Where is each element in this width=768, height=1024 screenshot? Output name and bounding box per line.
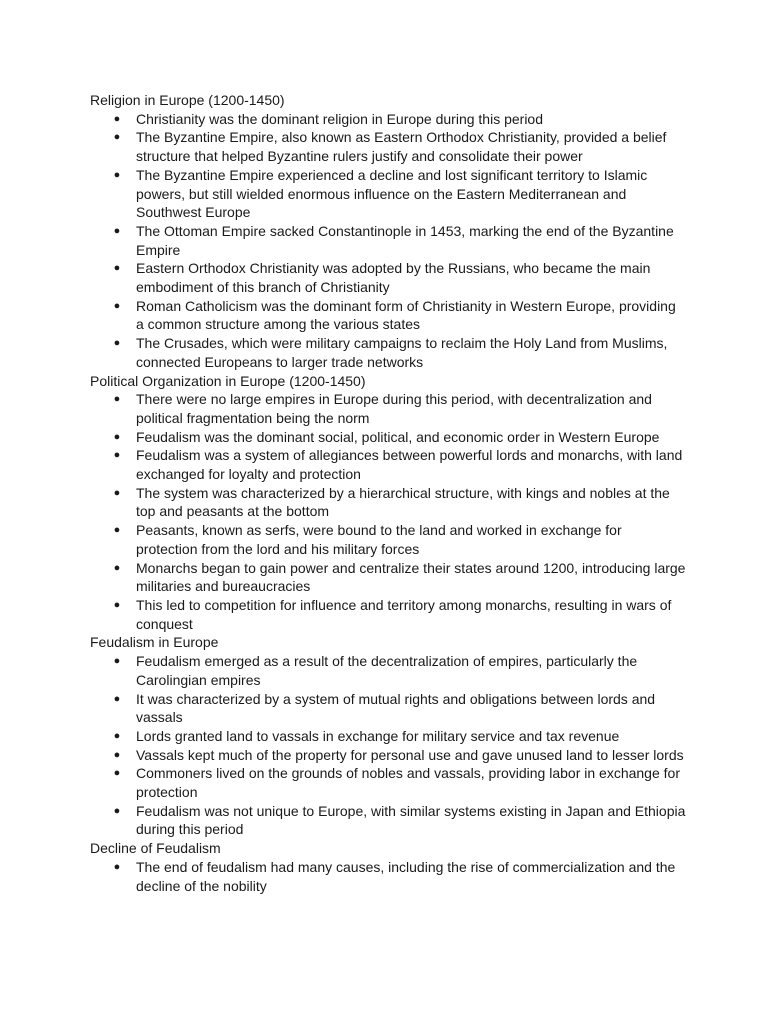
- bullet-text-line: Feudalism was the dominant social, political, and economic order in Western Europe: [136, 428, 660, 445]
- bullet-item: [113, 166, 690, 222]
- bullet-text-line: The Ottoman Empire sacked Constantinople in 1453, marking the end of the Byzantine: [136, 222, 674, 239]
- bullet-point-icon: ●: [113, 804, 121, 817]
- bullet-text-line: Lords granted land to vassals in exchange for military service and tax revenue: [136, 727, 620, 744]
- bullet-point-icon: ●: [113, 393, 121, 406]
- bullet-point-icon: ●: [113, 860, 121, 873]
- bullet-text-line: The Byzantine Empire experienced a decline and lost significant territory to Islamic: [136, 166, 648, 183]
- bullet-text-line: protection from the lord and his military forces: [136, 540, 420, 557]
- section-heading: Political Organization in Europe (1200-1450): [90, 372, 366, 389]
- bullet-text-line: Commoners lived on the grounds of nobles and vassals, providing labor in exchange for: [136, 765, 680, 782]
- bullet-text-line: Southwest Europe: [136, 204, 251, 221]
- bullet-item: [113, 802, 690, 839]
- bullet-point-icon: ●: [113, 168, 121, 181]
- section-heading: Religion in Europe (1200-1450): [90, 92, 285, 108]
- bullet-text-line: connected Europeans to larger trade networks: [136, 353, 424, 370]
- bullet-item: [113, 390, 690, 427]
- bullet-point-icon: ●: [113, 561, 121, 574]
- bullet-item: [113, 521, 690, 558]
- bullet-text-line: Feudalism was not unique to Europe, with similar systems existing in Japan and Ethiopia: [136, 802, 686, 819]
- bullet-item: [113, 746, 690, 765]
- bullet-item: [113, 559, 690, 596]
- bullet-text-line: Peasants, known as serfs, were bound to the land and worked in exchange for: [136, 522, 622, 539]
- bullet-text-line: Christianity was the dominant religion in Europe during this period: [136, 110, 543, 127]
- bullet-point-icon: ●: [113, 767, 121, 780]
- bullet-text-line: It was characterized by a system of mutual rights and obligations between lords and: [136, 690, 656, 707]
- bullet-point-icon: ●: [113, 224, 121, 237]
- bullet-text-line: Monarchs began to gain power and centralize their states around 1200, introducing large: [136, 559, 686, 576]
- bullet-text-line: top and peasants at the bottom: [136, 503, 330, 520]
- bullet-text-line: structure that helped Byzantine rulers justify and consolidate their power: [136, 148, 583, 165]
- bullet-text-line: protection: [136, 784, 198, 801]
- bullet-point-icon: ●: [113, 729, 121, 742]
- bullet-text-line: embodiment of this branch of Christianity: [136, 279, 390, 296]
- bullet-point-icon: ●: [113, 598, 121, 611]
- bullet-text-line: a common structure among the various states: [136, 316, 421, 333]
- bullet-item: [113, 334, 690, 371]
- bullet-text-line: vassals: [136, 709, 183, 726]
- bullet-text-line: Feudalism was a system of allegiances between powerful lords and monarchs, with land: [136, 447, 683, 464]
- bullet-point-icon: ●: [113, 655, 121, 668]
- bullet-point-icon: ●: [113, 430, 121, 443]
- bullet-text-line: There were no large empires in Europe during this period, with decentralization and: [136, 391, 652, 408]
- bullet-text-line: Eastern Orthodox Christianity was adopted by the Russians, who became the main: [136, 260, 651, 277]
- bullet-item: [113, 222, 690, 259]
- bullet-item: [113, 596, 690, 633]
- bullet-item: [113, 297, 690, 334]
- bullet-point-icon: ●: [113, 299, 121, 312]
- bullet-text-line: The system was characterized by a hierarchical structure, with kings and nobles at the: [136, 484, 670, 501]
- bullet-text-line: The end of feudalism had many causes, including the rise of commercialization and the: [136, 858, 676, 875]
- bullet-text-line: exchanged for loyalty and protection: [136, 466, 361, 483]
- bullet-text-line: The Crusades, which were military campaigns to reclaim the Holy Land from Muslims,: [136, 335, 668, 352]
- bullet-item: [113, 110, 690, 129]
- bullet-text-line: Empire: [136, 241, 181, 258]
- bullet-text-line: Feudalism emerged as a result of the decentralization of empires, particularly the: [136, 653, 638, 670]
- bullet-text-line: This led to competition for influence and territory among monarchs, resulting in wars of: [136, 596, 672, 613]
- section-heading: Feudalism in Europe: [90, 634, 219, 651]
- bullet-text-line: Carolingian empires: [136, 671, 261, 688]
- bullet-text-line: decline of the nobility: [136, 877, 267, 894]
- bullet-item: [113, 128, 690, 165]
- bullet-text-line: Roman Catholicism was the dominant form of Christianity in Western Europe, providing: [136, 297, 676, 314]
- document-page: [90, 91, 690, 895]
- bullet-item: [113, 652, 690, 689]
- bullet-item: [113, 764, 690, 801]
- bullet-list: [90, 390, 690, 633]
- bullet-point-icon: ●: [113, 449, 121, 462]
- bullet-point-icon: ●: [113, 486, 121, 499]
- bullet-item: [113, 259, 690, 296]
- bullet-item: [113, 446, 690, 483]
- bullet-item: [113, 858, 690, 895]
- bullet-item: [113, 727, 690, 746]
- bullet-text-line: political fragmentation being the norm: [136, 409, 370, 426]
- bullet-point-icon: ●: [113, 692, 121, 705]
- bullet-text-line: militaries and bureaucracies: [136, 578, 311, 595]
- bullet-point-icon: ●: [113, 262, 121, 275]
- bullet-point-icon: ●: [113, 337, 121, 350]
- bullet-text-line: conquest: [136, 615, 193, 632]
- bullet-list: [90, 652, 690, 839]
- bullet-list: [90, 110, 690, 372]
- bullet-text-line: The Byzantine Empire, also known as Eastern Orthodox Christianity, provided a belief: [136, 129, 667, 146]
- bullet-point-icon: ●: [113, 524, 121, 537]
- bullet-item: [113, 484, 690, 521]
- section-heading: Decline of Feudalism: [90, 840, 221, 857]
- bullet-text-line: during this period: [136, 821, 244, 838]
- bullet-item: [113, 690, 690, 727]
- bullet-point-icon: ●: [113, 131, 121, 144]
- bullet-point-icon: ●: [113, 112, 121, 125]
- bullet-point-icon: ●: [113, 748, 121, 761]
- bullet-list: [90, 858, 690, 895]
- bullet-text-line: Vassals kept much of the property for personal use and gave unused land to lesser lords: [136, 746, 684, 763]
- bullet-item: [113, 428, 690, 447]
- bullet-text-line: powers, but still wielded enormous influence on the Eastern Mediterranean and: [136, 185, 627, 202]
